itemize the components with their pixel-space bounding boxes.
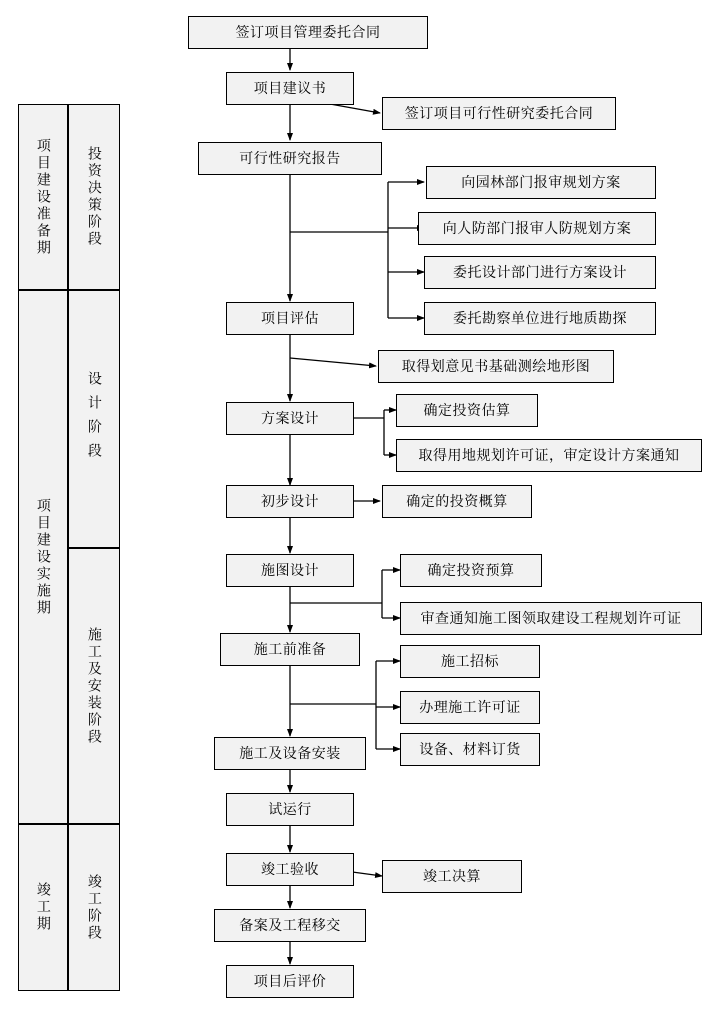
node-label: 备案及工程移交 [239, 916, 341, 933]
stage-column-4-label: 竣工阶段 [86, 873, 103, 942]
node-label: 试运行 [268, 800, 312, 817]
node-label: 取得划意见书基础测绘地形图 [401, 357, 591, 374]
node-sign-feasibility-contract[interactable] [382, 97, 616, 130]
node-label: 签订项目可行性研究委托合同 [404, 104, 594, 121]
node-label: 项目后评价 [253, 972, 327, 989]
node-land-planning-permit-and-design-approval[interactable] [396, 439, 702, 472]
node-label: 施工招标 [441, 652, 499, 669]
node-trial-run[interactable] [226, 793, 354, 826]
phase-column-2 [18, 290, 68, 824]
stage-column-1 [68, 104, 120, 290]
stage-column-1-label: 投资决策阶段 [86, 146, 103, 248]
node-project-appraisal[interactable] [226, 302, 354, 335]
node-preliminary-design[interactable] [226, 485, 354, 518]
node-label: 取得用地规划许可证，审定设计方案通知 [418, 446, 680, 463]
node-commission-design-dept[interactable] [424, 256, 656, 289]
node-determine-investment-estimate[interactable] [396, 394, 538, 427]
stage-column-3-label: 施工及安装阶段 [86, 626, 103, 746]
node-label: 施图设计 [261, 561, 319, 578]
phase-column-1-label: 项目建设准备期 [35, 137, 52, 257]
node-pre-construction-preparation[interactable] [220, 633, 360, 666]
node-civil-defense-dept-review[interactable] [418, 212, 656, 245]
node-label: 方案设计 [261, 409, 319, 426]
node-label: 竣工验收 [261, 860, 319, 877]
node-label: 确定的投资概算 [406, 492, 508, 509]
node-label: 可行性研究报告 [239, 149, 341, 166]
node-filing-and-project-handover[interactable] [214, 909, 366, 942]
node-scheme-design[interactable] [226, 402, 354, 435]
node-feasibility-report[interactable] [198, 142, 382, 175]
node-post-project-evaluation[interactable] [226, 965, 354, 998]
node-obtain-planning-opinion-and-map[interactable] [378, 350, 614, 383]
node-determine-investment-budget[interactable] [400, 554, 542, 587]
node-label: 办理施工许可证 [419, 698, 521, 715]
node-construction-drawing-design[interactable] [226, 554, 354, 587]
node-label: 签订项目管理委托合同 [235, 23, 381, 40]
node-label: 项目评估 [261, 309, 319, 326]
node-label: 确定投资预算 [427, 561, 515, 578]
node-label: 向园林部门报审规划方案 [461, 173, 621, 190]
phase-column-3-label: 竣工期 [35, 882, 52, 933]
node-completion-acceptance[interactable] [226, 853, 354, 886]
node-construction-bidding[interactable] [400, 645, 540, 678]
stage-column-2 [68, 290, 120, 548]
node-label: 设备、材料订货 [419, 740, 521, 757]
node-label: 确定投资估算 [423, 401, 511, 418]
node-confirmed-investment-budget-estimate[interactable] [382, 485, 532, 518]
phase-column-3 [18, 824, 68, 991]
node-project-proposal[interactable] [226, 72, 354, 105]
node-construction-permit-processing[interactable] [400, 691, 540, 724]
node-label: 向人防部门报审人防规划方案 [442, 219, 632, 236]
node-label: 项目建议书 [253, 79, 327, 96]
stage-column-3 [68, 548, 120, 824]
node-label: 施工及设备安装 [239, 744, 341, 761]
node-label: 审查通知施工图领取建设工程规划许可证 [420, 609, 682, 626]
node-label: 委托勘察单位进行地质勘探 [453, 309, 627, 326]
node-label: 初步设计 [261, 492, 319, 509]
stage-column-2-label: 设计阶段 [86, 371, 103, 467]
node-equipment-material-ordering[interactable] [400, 733, 540, 766]
phase-column-1 [18, 104, 68, 290]
stage-column-4 [68, 824, 120, 991]
node-final-accounts[interactable] [382, 860, 522, 893]
phase-column-2-label: 项目建设实施期 [35, 497, 52, 617]
node-label: 委托设计部门进行方案设计 [453, 263, 627, 280]
node-construction-and-equipment-installation[interactable] [214, 737, 366, 770]
node-commission-geological-survey[interactable] [424, 302, 656, 335]
node-landscape-dept-review[interactable] [426, 166, 656, 199]
node-review-notice-and-construction-permit[interactable] [400, 602, 702, 635]
node-label: 竣工决算 [423, 867, 481, 884]
node-sign-pm-contract[interactable] [188, 16, 428, 49]
node-label: 施工前准备 [253, 640, 327, 657]
